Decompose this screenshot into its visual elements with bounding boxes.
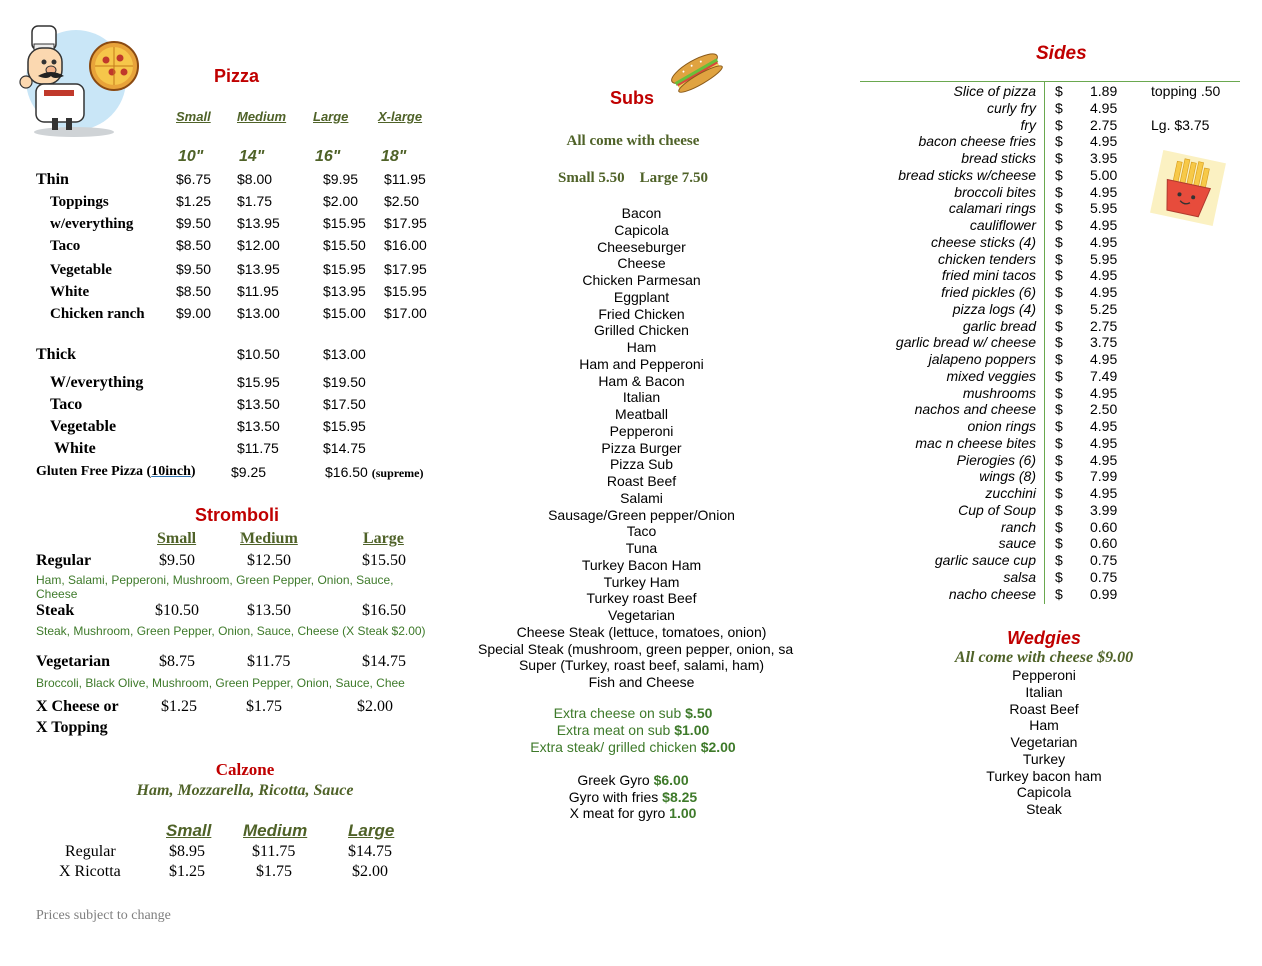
pizza-price: $9.00 bbox=[176, 305, 212, 321]
list-item: Cheeseburger bbox=[597, 238, 686, 255]
calzone-price: $2.00 bbox=[352, 863, 388, 880]
currency-symbol: $ bbox=[1055, 267, 1063, 284]
pizza-row-label: Vegetable bbox=[50, 418, 117, 435]
stromboli-size-medium: Medium bbox=[240, 530, 298, 547]
pizza-price: $16.00 bbox=[384, 237, 427, 253]
gyro-price: $8.25 bbox=[662, 788, 698, 805]
pizza-row-label: Taco bbox=[50, 396, 83, 413]
currency-symbol: $ bbox=[1055, 418, 1063, 434]
stromboli-price: $8.75 bbox=[159, 653, 195, 670]
gluten-free-line: Gluten Free Pizza (10inch) bbox=[36, 464, 196, 479]
table-row bbox=[860, 586, 1240, 603]
pizza-inch-medium: 14" bbox=[239, 148, 265, 165]
calzone-price: $1.75 bbox=[256, 863, 292, 880]
pizza-price: $19.50 bbox=[323, 374, 366, 390]
list-item: Turkey bbox=[1022, 750, 1066, 767]
side-item-price: 4.95 bbox=[1090, 418, 1118, 434]
pizza-price: $13.95 bbox=[323, 283, 366, 299]
side-item-name: fry bbox=[1020, 116, 1036, 133]
currency-symbol: $ bbox=[1055, 183, 1063, 200]
currency-symbol: $ bbox=[1055, 334, 1063, 351]
pizza-price: $15.00 bbox=[323, 305, 366, 321]
table-row bbox=[860, 318, 1240, 335]
sub-extra-line bbox=[478, 705, 788, 722]
stromboli-item-name: Steak bbox=[36, 602, 75, 619]
gyro-line bbox=[478, 789, 788, 806]
list-item: Roast Beef bbox=[606, 473, 677, 489]
list-item: Grilled Chicken bbox=[594, 322, 689, 339]
wedgies-section bbox=[900, 628, 1188, 818]
table-row bbox=[860, 368, 1240, 385]
pizza-thin-label: Thin bbox=[36, 171, 69, 188]
side-item-name: bread sticks bbox=[961, 150, 1036, 166]
stromboli-item-name: Vegetarian bbox=[36, 653, 111, 670]
pizza-inch-large: 16" bbox=[315, 148, 341, 165]
table-row bbox=[860, 284, 1240, 301]
side-item-name: curly fry bbox=[987, 99, 1036, 116]
pizza-price: $9.50 bbox=[176, 261, 212, 277]
pizza-price: $15.95 bbox=[384, 283, 427, 299]
list-item: Fish and Cheese bbox=[588, 674, 695, 690]
table-row bbox=[860, 301, 1240, 318]
wedgies-title: Wedgies bbox=[1007, 628, 1081, 648]
side-item-price: 3.99 bbox=[1090, 501, 1118, 518]
pizza-size-medium: Medium bbox=[237, 109, 287, 124]
sub-sandwich-icon bbox=[668, 52, 726, 94]
side-item-price: 4.95 bbox=[1090, 384, 1118, 401]
side-item-name: mixed veggies bbox=[946, 367, 1036, 384]
table-row bbox=[860, 552, 1240, 569]
side-item-name: jalapeno poppers bbox=[928, 351, 1036, 367]
gyro-line bbox=[478, 805, 788, 822]
sub-extra-price: $2.00 bbox=[700, 739, 736, 755]
list-item: Pizza Sub bbox=[609, 456, 674, 473]
stromboli-item-name: Regular bbox=[36, 552, 92, 569]
side-item-name: bacon cheese fries bbox=[918, 133, 1036, 150]
side-item-price: 4.95 bbox=[1090, 133, 1118, 150]
stromboli-extra-line1: X Cheese or bbox=[36, 698, 119, 715]
currency-symbol: $ bbox=[1055, 451, 1063, 468]
subs-title: Subs bbox=[610, 88, 655, 108]
currency-symbol: $ bbox=[1055, 150, 1063, 166]
table-row bbox=[860, 569, 1240, 586]
side-item-name: ranch bbox=[1000, 518, 1036, 535]
pizza-price: $17.00 bbox=[384, 305, 427, 321]
pizza-row-label: Chicken ranch bbox=[50, 306, 145, 322]
side-item-price: 0.60 bbox=[1090, 535, 1118, 552]
side-item-price: 4.95 bbox=[1090, 451, 1118, 468]
calzone-title: Calzone bbox=[215, 760, 275, 779]
pizza-row-label: White bbox=[54, 440, 96, 457]
list-item: Special Steak (mushroom, green pepper, onion, sa bbox=[478, 640, 794, 657]
table-row bbox=[860, 351, 1240, 368]
table-row bbox=[860, 234, 1240, 251]
prices-disclaimer: Prices subject to change bbox=[36, 908, 171, 923]
list-item: Pepperoni bbox=[609, 422, 674, 439]
pizza-row-label: Vegetable bbox=[50, 262, 112, 278]
pizza-size-large: Large bbox=[313, 109, 349, 124]
pizza-price: $13.00 bbox=[237, 305, 280, 321]
list-item: Italian bbox=[622, 389, 661, 406]
side-item-price: 4.95 bbox=[1090, 183, 1118, 200]
table-row bbox=[860, 385, 1240, 402]
side-item-name: nacho cheese bbox=[948, 585, 1036, 602]
pizza-price: $8.50 bbox=[176, 283, 212, 299]
subs-extras bbox=[478, 705, 788, 756]
pizza-row-label: w/everything bbox=[50, 216, 134, 232]
side-item-name: garlic bread bbox=[962, 317, 1036, 334]
pizza-row-label: W/everything bbox=[50, 374, 144, 391]
side-item-price: 7.99 bbox=[1090, 468, 1118, 485]
subs-list bbox=[478, 205, 805, 691]
pizza-price: $15.50 bbox=[323, 237, 366, 253]
gluten-free-large-note: supreme bbox=[375, 466, 420, 480]
list-item: Sausage/Green pepper/Onion bbox=[548, 506, 735, 523]
side-item-name: sauce bbox=[998, 535, 1036, 552]
pizza-price: $17.50 bbox=[323, 396, 366, 412]
stromboli-item-desc: Broccoli, Black Olive, Mushroom, Green Pepper, Onion, Sauce, Chee bbox=[36, 676, 405, 690]
subs-sizes: Small 5.50 Large 7.50 bbox=[558, 170, 708, 186]
pizza-price: $2.00 bbox=[323, 193, 359, 209]
side-item-name: chicken tenders bbox=[937, 250, 1036, 267]
pizza-price: $12.00 bbox=[237, 237, 280, 253]
table-row bbox=[860, 401, 1240, 418]
gyro-label: Greek Gyro bbox=[577, 772, 650, 788]
side-item-price: 2.75 bbox=[1090, 116, 1118, 133]
table-row bbox=[860, 435, 1240, 452]
list-item: Cheese bbox=[617, 255, 666, 272]
list-item: Super (Turkey, roast beef, salami, ham) bbox=[518, 657, 765, 674]
side-item-name: nachos and cheese bbox=[914, 401, 1036, 418]
gluten-free-large-line: $16.50 (supreme) bbox=[325, 464, 424, 480]
calzone-row-label: Regular bbox=[65, 843, 116, 860]
pizza-price: $13.50 bbox=[237, 396, 280, 412]
sub-extra-price: $1.00 bbox=[674, 722, 710, 738]
table-row bbox=[860, 535, 1240, 552]
stromboli-extra-price: $1.75 bbox=[246, 698, 282, 715]
side-item-name: cheese sticks (4) bbox=[930, 233, 1036, 250]
currency-symbol: $ bbox=[1055, 568, 1063, 585]
list-item: Cheese Steak (lettuce, tomatoes, onion) bbox=[516, 623, 767, 640]
gyro-price: 1.00 bbox=[669, 805, 697, 821]
sub-extra-label: Extra cheese on sub bbox=[553, 705, 682, 721]
list-item: Vegetarian bbox=[1010, 734, 1078, 750]
side-item-price: 5.95 bbox=[1090, 250, 1118, 267]
french-fries-icon bbox=[1150, 150, 1226, 226]
pizza-price: $13.95 bbox=[237, 261, 280, 277]
sides-title: Sides bbox=[1036, 43, 1087, 64]
table-row bbox=[860, 100, 1240, 117]
currency-symbol: $ bbox=[1055, 401, 1063, 418]
calzone-price: $8.95 bbox=[169, 843, 205, 860]
stromboli-price: $13.50 bbox=[247, 602, 291, 619]
gluten-free-size: 10inch bbox=[151, 464, 191, 479]
list-item: Roast Beef bbox=[1009, 700, 1079, 717]
stromboli-price: $11.75 bbox=[247, 653, 291, 670]
currency-symbol: $ bbox=[1055, 300, 1063, 317]
list-item: Ham & Bacon bbox=[598, 372, 685, 389]
wedgies-note: All come with cheese $9.00 bbox=[954, 649, 1134, 666]
side-item-price: 4.95 bbox=[1090, 351, 1118, 367]
currency-symbol: $ bbox=[1055, 384, 1063, 401]
table-row bbox=[860, 267, 1240, 284]
stromboli-size-large: Large bbox=[363, 530, 404, 547]
table-row bbox=[860, 251, 1240, 268]
side-item-price: 5.00 bbox=[1090, 166, 1118, 183]
side-item-name: Pierogies (6) bbox=[956, 451, 1036, 468]
list-item: Meatball bbox=[615, 406, 668, 422]
side-item-price: 2.50 bbox=[1090, 401, 1118, 418]
stromboli-price: $15.50 bbox=[362, 552, 406, 569]
side-item-name: garlic bread w/ cheese bbox=[895, 334, 1036, 351]
gluten-free-small-price: $9.25 bbox=[231, 464, 267, 480]
table-row bbox=[860, 133, 1240, 150]
calzone-price: $11.75 bbox=[252, 843, 296, 860]
sides-divider bbox=[860, 81, 1240, 82]
pizza-price: $1.75 bbox=[237, 193, 273, 209]
stromboli-item-desc: Steak, Mushroom, Green Pepper, Onion, Sauce, Cheese (X Steak $2.00) bbox=[36, 624, 426, 638]
currency-symbol: $ bbox=[1055, 166, 1063, 183]
gyro-label: Gyro with fries bbox=[568, 788, 659, 805]
table-row bbox=[860, 519, 1240, 536]
side-item-price: 4.95 bbox=[1090, 99, 1118, 116]
stromboli-price: $12.50 bbox=[247, 552, 291, 569]
list-item: Turkey Ham bbox=[603, 573, 680, 590]
side-item-price: 0.99 bbox=[1090, 585, 1118, 602]
side-item-name: zucchini bbox=[985, 485, 1036, 501]
calzone-size-large: Large bbox=[348, 821, 395, 840]
gluten-free-large-price: $16.50 bbox=[325, 464, 368, 480]
list-item: Fried Chicken bbox=[598, 305, 685, 322]
currency-symbol: $ bbox=[1055, 434, 1063, 451]
list-item: Ham bbox=[626, 339, 657, 355]
side-item-price: 4.95 bbox=[1090, 434, 1118, 451]
calzone-price: $14.75 bbox=[348, 843, 392, 860]
side-item-price: 7.49 bbox=[1090, 367, 1118, 384]
pizza-price: $13.50 bbox=[237, 418, 280, 434]
currency-symbol: $ bbox=[1055, 116, 1063, 133]
table-row bbox=[860, 502, 1240, 519]
pizza-price: $15.95 bbox=[323, 261, 366, 277]
stromboli-extra-price: $1.25 bbox=[161, 698, 197, 715]
gluten-free-label: Gluten Free Pizza bbox=[36, 464, 144, 479]
side-item-name: mac n cheese bites bbox=[915, 434, 1036, 451]
list-item: Vegetarian bbox=[608, 607, 675, 623]
table-row bbox=[860, 83, 1240, 100]
pizza-price: $8.50 bbox=[176, 237, 212, 253]
pizza-thin-price: $11.95 bbox=[384, 171, 426, 187]
calzone-subtitle: Ham, Mozzarella, Ricotta, Sauce bbox=[136, 782, 354, 799]
currency-symbol: $ bbox=[1055, 83, 1063, 99]
table-row bbox=[860, 468, 1240, 485]
currency-symbol: $ bbox=[1055, 485, 1063, 501]
side-item-price: 0.75 bbox=[1090, 568, 1118, 585]
currency-symbol: $ bbox=[1055, 317, 1063, 334]
side-item-price: 2.75 bbox=[1090, 317, 1118, 334]
list-item: Eggplant bbox=[613, 288, 670, 305]
pizza-price: $11.95 bbox=[237, 283, 279, 299]
currency-symbol: $ bbox=[1055, 217, 1063, 233]
table-row bbox=[860, 334, 1240, 351]
sub-extra-price: $.50 bbox=[685, 705, 713, 721]
pizza-price: $14.75 bbox=[323, 440, 366, 456]
currency-symbol: $ bbox=[1055, 99, 1063, 116]
side-item-name: cauliflower bbox=[969, 217, 1036, 233]
stromboli-price: $14.75 bbox=[362, 653, 406, 670]
pizza-price: $2.50 bbox=[384, 193, 420, 209]
list-item: Turkey Bacon Ham bbox=[581, 556, 702, 573]
list-item: Capicola bbox=[614, 221, 669, 238]
side-item-price: 4.95 bbox=[1090, 217, 1118, 233]
pizza-row-label: Toppings bbox=[50, 194, 109, 210]
gyro-label: X meat for gyro bbox=[569, 805, 666, 821]
stromboli-price: $9.50 bbox=[159, 552, 195, 569]
pizza-price: $9.50 bbox=[176, 215, 212, 231]
pizza-price: $15.95 bbox=[323, 215, 366, 231]
currency-symbol: $ bbox=[1055, 585, 1063, 602]
pizza-inch-xlarge: 18" bbox=[381, 148, 407, 165]
pizza-row-label: Taco bbox=[50, 238, 81, 254]
side-item-name: mushrooms bbox=[962, 384, 1036, 401]
calzone-size-medium: Medium bbox=[243, 821, 308, 840]
pizza-size-xlarge: X-large bbox=[378, 109, 423, 124]
list-item: Turkey bacon ham bbox=[986, 767, 1102, 784]
list-item: Steak bbox=[1026, 801, 1062, 817]
side-item-name: pizza logs (4) bbox=[952, 300, 1036, 317]
pizza-thick-price: $13.00 bbox=[323, 346, 366, 362]
list-item: Taco bbox=[626, 523, 657, 540]
currency-symbol: $ bbox=[1055, 133, 1063, 150]
pizza-thin-price: $6.75 bbox=[176, 171, 212, 187]
side-item-name: fried mini tacos bbox=[941, 267, 1036, 284]
gyro-line bbox=[478, 772, 788, 789]
stromboli-extra-line2: X Topping bbox=[36, 719, 108, 736]
list-item: Pepperoni bbox=[1012, 667, 1076, 683]
sub-extra-label: Extra meat on sub bbox=[556, 722, 671, 738]
currency-symbol: $ bbox=[1055, 468, 1063, 485]
side-item-name: garlic sauce cup bbox=[934, 552, 1036, 568]
currency-symbol: $ bbox=[1055, 501, 1063, 518]
side-item-name: wings (8) bbox=[979, 468, 1036, 485]
list-item: Italian bbox=[1025, 683, 1063, 700]
gyro-list bbox=[478, 772, 788, 822]
currency-symbol: $ bbox=[1055, 367, 1063, 384]
side-item-price: 1.89 bbox=[1090, 83, 1118, 99]
side-item-extra: Lg. $3.75 bbox=[1151, 116, 1210, 133]
chef-with-pizza-icon bbox=[14, 22, 144, 140]
side-item-price: 4.95 bbox=[1090, 267, 1118, 284]
side-item-name: broccoli bites bbox=[954, 183, 1036, 200]
pizza-price: $15.95 bbox=[237, 374, 280, 390]
gyro-price: $6.00 bbox=[653, 772, 689, 788]
currency-symbol: $ bbox=[1055, 200, 1063, 217]
side-item-name: salsa bbox=[1003, 568, 1036, 585]
table-row bbox=[860, 418, 1240, 435]
table-row bbox=[860, 485, 1240, 502]
pizza-row-label: White bbox=[50, 284, 90, 300]
sub-extra-line bbox=[478, 722, 788, 739]
currency-symbol: $ bbox=[1055, 233, 1063, 250]
stromboli-size-small: Small bbox=[157, 530, 197, 547]
side-item-price: 5.95 bbox=[1090, 200, 1118, 217]
pizza-price: $17.95 bbox=[384, 261, 427, 277]
side-item-name: calamari rings bbox=[948, 200, 1036, 217]
side-item-name: onion rings bbox=[967, 418, 1036, 434]
pizza-size-small: Small bbox=[176, 109, 211, 124]
side-item-name: Slice of pizza bbox=[953, 83, 1036, 99]
calzone-row-label: X Ricotta bbox=[59, 863, 121, 880]
pizza-price: $17.95 bbox=[384, 215, 427, 231]
stromboli-extra-price: $2.00 bbox=[357, 698, 393, 715]
pizza-price: $13.95 bbox=[237, 215, 280, 231]
side-item-price: 4.95 bbox=[1090, 233, 1118, 250]
stromboli-price: $16.50 bbox=[362, 602, 406, 619]
table-row bbox=[860, 117, 1240, 134]
side-item-name: bread sticks w/cheese bbox=[898, 166, 1036, 183]
side-item-price: 4.95 bbox=[1090, 284, 1118, 300]
currency-symbol: $ bbox=[1055, 535, 1063, 552]
side-item-price: 3.95 bbox=[1090, 150, 1118, 166]
subs-note: All come with cheese bbox=[566, 133, 700, 149]
side-item-extra: topping .50 bbox=[1151, 83, 1221, 99]
list-item: Chicken Parmesan bbox=[582, 272, 701, 288]
side-item-name: Cup of Soup bbox=[958, 501, 1036, 518]
list-item: Turkey roast Beef bbox=[586, 590, 697, 607]
list-item: Bacon bbox=[621, 205, 662, 221]
side-item-price: 5.25 bbox=[1090, 300, 1118, 317]
list-item: Pizza Burger bbox=[601, 439, 682, 456]
currency-symbol: $ bbox=[1055, 250, 1063, 267]
side-item-price: 4.95 bbox=[1090, 485, 1118, 501]
calzone-price: $1.25 bbox=[169, 863, 205, 880]
currency-symbol: $ bbox=[1055, 552, 1063, 568]
list-item: Ham bbox=[1029, 717, 1059, 734]
list-item: Salami bbox=[620, 489, 663, 506]
stromboli-price: $10.50 bbox=[155, 602, 199, 619]
side-item-name: fried pickles (6) bbox=[941, 284, 1036, 300]
pizza-inch-small: 10" bbox=[178, 148, 204, 165]
list-item: Capicola bbox=[1016, 784, 1072, 801]
table-row bbox=[860, 452, 1240, 469]
pizza-title: Pizza bbox=[214, 66, 260, 86]
pizza-price: $1.25 bbox=[176, 193, 212, 209]
pizza-thin-price: $9.95 bbox=[323, 171, 359, 187]
pizza-thin-price: $8.00 bbox=[237, 171, 273, 187]
side-item-price: 3.75 bbox=[1090, 334, 1118, 351]
currency-symbol: $ bbox=[1055, 518, 1063, 535]
pizza-thick-label: Thick bbox=[36, 346, 77, 363]
currency-symbol: $ bbox=[1055, 284, 1063, 300]
stromboli-item-desc: Ham, Salami, Pepperoni, Mushroom, Green Pepper, Onion, Sauce, Cheese bbox=[36, 573, 394, 601]
calzone-size-small: Small bbox=[166, 821, 212, 840]
sub-extra-line bbox=[478, 739, 788, 756]
list-item: Tuna bbox=[625, 540, 658, 556]
list-item: Ham and Pepperoni bbox=[579, 355, 704, 372]
pizza-price: $11.75 bbox=[237, 440, 279, 456]
currency-symbol: $ bbox=[1055, 351, 1063, 367]
stromboli-title: Stromboli bbox=[195, 505, 279, 525]
pizza-price: $15.95 bbox=[323, 418, 366, 434]
side-item-price: 0.75 bbox=[1090, 552, 1118, 568]
pizza-thick-price: $10.50 bbox=[237, 346, 280, 362]
side-item-price: 0.60 bbox=[1090, 518, 1118, 535]
sub-extra-label: Extra steak/ grilled chicken bbox=[530, 739, 697, 755]
